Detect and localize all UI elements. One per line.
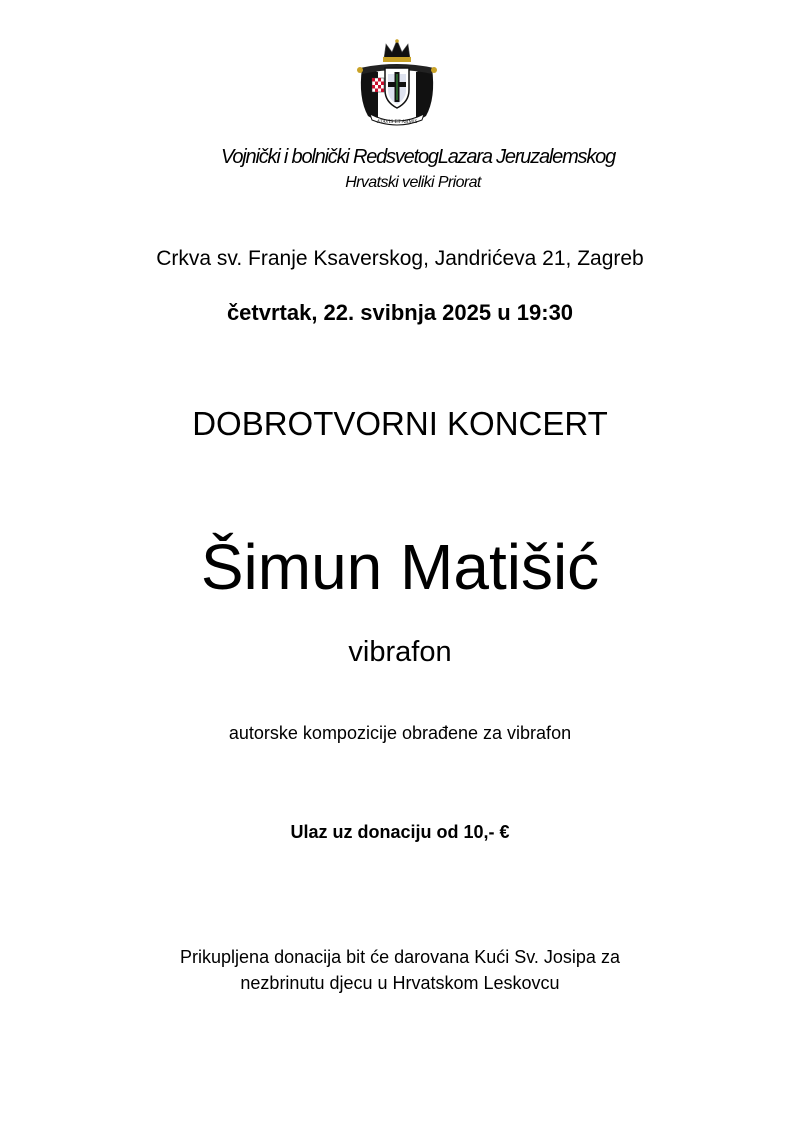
artist-instrument: vibrafon bbox=[348, 636, 452, 668]
donation-note-line-1: Prikupljena donacija bit će darovana Kući Sv. Josipa za bbox=[180, 947, 620, 967]
program-description: autorske kompozicije obrađene za vibrafon bbox=[228, 723, 572, 743]
organization-subtitle: Hrvatski veliki Priorat bbox=[345, 174, 481, 191]
donation-note bbox=[0, 944, 800, 996]
entry-fee: Ulaz uz donaciju od 10,- € bbox=[290, 822, 510, 842]
order-coat-of-arms-icon bbox=[348, 38, 446, 128]
event-venue: Crkva sv. Franje Ksaverskog, Jandrićeva 21, Zagreb bbox=[156, 247, 644, 270]
crest-motto: ATAVIS ET ARMIS bbox=[376, 120, 418, 125]
event-type-heading: DOBROTVORNI KONCERT bbox=[192, 405, 608, 442]
event-datetime: četvrtak, 22. svibnja 2025 u 19:30 bbox=[226, 300, 574, 325]
donation-note-line-2: nezbrinutu djecu u Hrvatskom Leskovcu bbox=[240, 973, 560, 993]
artist-name: Šimun Matišić bbox=[200, 531, 600, 603]
organization-name: Vojnički i bolnički RedsvetogLazara Jeruzalemskog bbox=[220, 146, 615, 168]
